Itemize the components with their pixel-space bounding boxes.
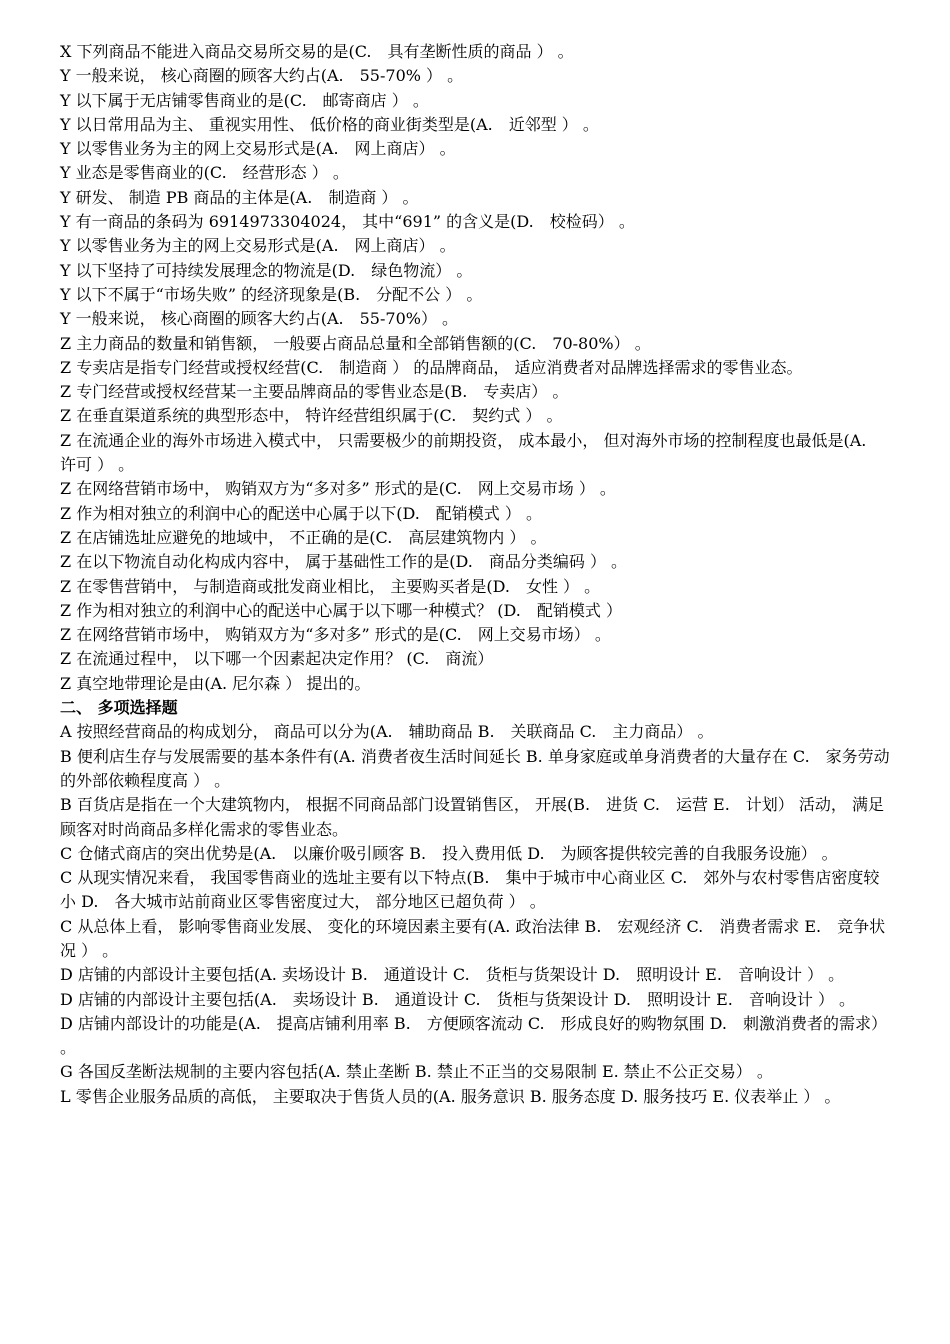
question-line: Z 真空地带理论是由(A. 尼尔森 ） 提出的。 bbox=[60, 673, 371, 693]
question-line: Z 作为相对独立的利润中心的配送中心属于以下(D. 配销模式 ） 。 bbox=[60, 503, 542, 523]
question-line: C 从现实情况来看， 我国零售商业的选址主要有以下特点(B. 集中于城市中心商业区 C. 郊外与农村零售店密度较小 D. 各大城市站前商业区零售密度过大， 部分地区已超负荷 ） 。 bbox=[60, 868, 880, 912]
question-line: Y 以日常用品为主、 重视实用性、 低价格的商业街类型是(A. 近邻型 ） 。 bbox=[60, 114, 599, 134]
question-line: Y 以零售业务为主的网上交易形式是(A. 网上商店） 。 bbox=[60, 236, 456, 256]
single-choice-list bbox=[60, 40, 895, 696]
question-line: Z 在网络营销市场中， 购销双方为“多对多” 形式的是(C. 网上交易市场 ） 。 bbox=[60, 479, 616, 499]
question-line: Z 在零售营销中， 与制造商或批发商业相比， 主要购买者是(D. 女性 ） 。 bbox=[60, 576, 601, 596]
question-line: Z 作为相对独立的利润中心的配送中心属于以下哪一种模式？ (D. 配销模式 ） bbox=[60, 600, 622, 620]
question-line: Y 一般来说， 核心商圈的顾客大约占(A. 55-70%） 。 bbox=[60, 309, 459, 329]
question-line: Z 专卖店是指专门经营或授权经营(C. 制造商 ） 的品牌商品， 适应消费者对品牌选择需求的零售业态。 bbox=[60, 357, 803, 377]
question-line: Z 在以下物流自动化构成内容中， 属于基础性工作的是(D. 商品分类编码 ） 。 bbox=[60, 552, 628, 572]
section-heading-multiple-choice: 二、 多项选择题 bbox=[60, 698, 178, 718]
question-line: Y 以下不属于“市场失败” 的经济现象是(B. 分配不公 ） 。 bbox=[60, 284, 483, 304]
question-line: Z 在流通企业的海外市场进入模式中， 只需要极少的前期投资， 成本最小， 但对海外市场的控制程度也最低是(A. 许可 ） 。 bbox=[60, 430, 883, 475]
question-line: Y 以下坚持了可持续发展理念的物流是(D. 绿色物流） 。 bbox=[60, 260, 473, 280]
question-line: Y 一般来说， 核心商圈的顾客大约占(A. 55-70% ） 。 bbox=[60, 66, 464, 86]
question-line: Z 在流通过程中， 以下哪一个因素起决定作用？ (C. 商流） bbox=[60, 649, 494, 669]
question-line: G 各国反垄断法规制的主要内容包括(A. 禁止垄断 B. 禁止不正当的交易限制 E. 禁止不公正交易） 。 bbox=[60, 1062, 773, 1082]
question-line: Z 在网络营销市场中， 购销双方为“多对多” 形式的是(C. 网上交易市场） 。 bbox=[60, 625, 611, 645]
question-line: Y 研发、 制造 PB 商品的主体是(A. 制造商 ） 。 bbox=[60, 187, 419, 207]
question-line: Z 专门经营或授权经营某一主要品牌商品的零售业态是(B. 专卖店） 。 bbox=[60, 382, 569, 402]
question-line: D 店铺的内部设计主要包括(A. 卖场设计 B. 通道设计 C. 货柜与货架设计 D. 照明设计 E. 音响设计 ） 。 bbox=[60, 965, 845, 985]
question-line: L 零售企业服务品质的高低， 主要取决于售货人员的(A. 服务意识 B. 服务态度 D. 服务技巧 E. 仪表举止 ） 。 bbox=[60, 1086, 841, 1106]
question-line: A 按照经营商品的构成划分， 商品可以分为(A. 辅助商品 B. 关联商品 C. 主力商品） 。 bbox=[60, 722, 714, 742]
question-line: Z 在垂直渠道系统的典型形态中， 特许经营组织属于(C. 契约式 ） 。 bbox=[60, 406, 563, 426]
question-line: Y 业态是零售商业的(C. 经营形态 ） 。 bbox=[60, 163, 349, 183]
question-line: C 从总体上看， 影响零售商业发展、 变化的环境因素主要有(A. 政治法律 B. 宏观经济 C. 消费者需求 E. 竞争状况 ） 。 bbox=[60, 916, 886, 960]
question-line: D 店铺内部设计的功能是(A. 提高店铺利用率 B. 方便顾客流动 C. 形成良好的购物氛围 D. 刺激消费者的需求） 。 bbox=[60, 1013, 893, 1058]
question-line: Y 以零售业务为主的网上交易形式是(A. 网上商店） 。 bbox=[60, 139, 456, 159]
question-line: Z 主力商品的数量和销售额， 一般要占商品总量和全部销售额的(C. 70-80%） 。 bbox=[60, 333, 651, 353]
document-body bbox=[60, 40, 895, 1109]
question-line: C 仓储式商店的突出优势是(A. 以廉价吸引顾客 B. 投入费用低 D. 为顾客提供较完善的自我服务设施） 。 bbox=[60, 843, 838, 863]
question-line: Y 有一商品的条码为 6914973304024， 其中“691” 的含义是(D. 校检码） 。 bbox=[60, 212, 635, 232]
question-line: D 店铺的内部设计主要包括(A. 卖场设计 B. 通道设计 C. 货柜与货架设计 D. 照明设计 E. 音响设计 ） 。 bbox=[60, 989, 856, 1009]
question-line: B 百货店是指在一个大建筑物内， 根据不同商品部门设置销售区， 开展(B. 进货 C. 运营 E. 计划） 活动， 满足顾客对时尚商品多样化需求的零售业态。 bbox=[60, 795, 884, 839]
question-line: X 下列商品不能进入商品交易所交易的是(C. 具有垄断性质的商品 ） 。 bbox=[60, 42, 574, 61]
question-line: Z 在店铺选址应避免的地域中， 不正确的是(C. 高层建筑物内 ） 。 bbox=[60, 527, 547, 547]
question-line: Y 以下属于无店铺零售商业的是(C. 邮寄商店 ） 。 bbox=[60, 90, 429, 110]
multiple-choice-list bbox=[60, 720, 895, 1109]
question-line: B 便利店生存与发展需要的基本条件有(A. 消费者夜生活时间延长 B. 单身家庭或单身消费者的大量存在 C. 家务劳动的外部依赖程度高 ） 。 bbox=[60, 746, 890, 790]
